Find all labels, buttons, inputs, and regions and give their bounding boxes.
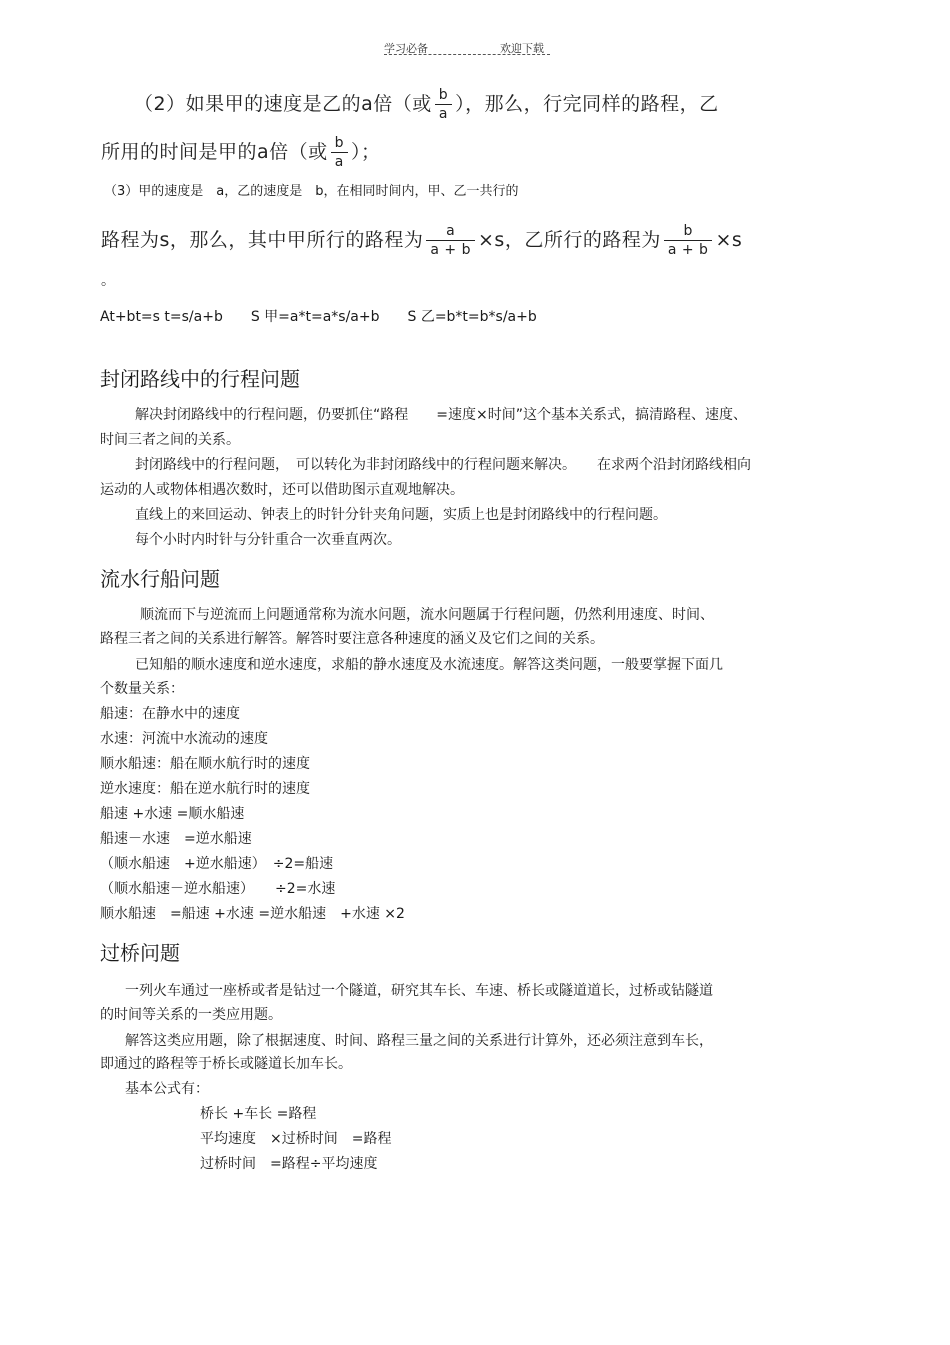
paragraph-line: 封闭路线中的行程问题， 可以转化为非封闭路线中的行程问题来解决。 在求两个沿封闭路线相向 [135,457,751,473]
definition-line: 船速：在静水中的速度 [100,706,240,722]
formula-line: 过桥时间 =路程÷平均速度 [200,1156,378,1172]
formula-line: 顺水船速 =船速 +水速 =逆水船速 +水速 ×2 [100,906,405,922]
paragraph-line: 基本公式有： [125,1081,209,1097]
section-title-closed-route: 封闭路线中的行程问题 [100,367,300,391]
line-3-cont-text-c: ×s [715,229,743,251]
formula-line: （顺水船速－逆水船速） ÷2=水速 [100,881,336,897]
paragraph-line: 个数量关系： [100,681,184,697]
line-2-cont [101,134,381,171]
definition-line: 逆水速度：船在逆水航行时的速度 [100,781,310,797]
paragraph-line: 的时间等关系的一类应用题。 [100,1007,282,1023]
line-3-cont-text-a: 路程为s，那么，其中甲所行的路程为 [101,229,424,251]
definition-line: 顺水船速：船在顺水航行时的速度 [100,756,310,772]
header-right: 欢迎下载 [500,42,544,55]
paragraph-line: 解答这类应用题，除了根据速度、时间、路程三量之间的关系进行计算外，还必须注意到车长， [125,1033,713,1049]
fraction-b-over-a-2: $\frac{b}{a}$ [331,134,348,171]
paragraph-line: 顺流而下与逆流而上问题通常称为流水问题，流水问题属于行程问题，仍然利用速度、时间、 [140,607,714,623]
formula-line: 平均速度 ×过桥时间 =路程 [200,1131,392,1147]
line-2-cont-text-b: ）； [351,141,381,163]
formula-line: 船速 +水速 =顺水船速 [100,806,245,822]
paragraph-line: 时间三者之间的关系。 [100,432,240,448]
section-title-bridge: 过桥问题 [100,941,180,965]
formula-line: At+bt=s t=s/a+b S 甲=a*t=a*s/a+b S 乙=b*t=b*s/a+b [100,309,537,325]
line-3-cont [101,222,742,259]
paragraph-line: 一列火车通过一座桥或者是钻过一个隧道，研究其车长、车速、桥长或隧道道长，过桥或钻隧道 [125,983,713,999]
section-title-boat: 流水行船问题 [100,567,220,591]
line-3: （3）甲的速度是 a，乙的速度是 b，在相同时间内，甲、乙一共行的 [104,184,519,199]
fraction-b-over-ab: $\frac{b}{a + b}$ [664,222,713,259]
header-rule [384,54,550,55]
paragraph-line: 直线上的来回运动、钟表上的时针分针夹角问题，实质上也是封闭路线中的行程问题。 [135,507,667,523]
paragraph-line: 解决封闭路线中的行程问题，仍要抓住“路程 =速度×时间”这个基本关系式，搞清路程、速度、 [135,407,747,423]
line-2-text-a: （2）如果甲的速度是乙的a倍（或 [134,93,432,115]
fraction-b-over-a: $\frac{b}{a}$ [435,86,452,123]
formula-line: 船速－水速 =逆水船速 [100,831,252,847]
line-2-text-b: ），那么，行完同样的路程，乙 [455,93,719,115]
paragraph-line: 每个小时内时针与分针重合一次垂直两次。 [135,532,401,548]
paragraph-line: 运动的人或物体相遇次数时，还可以借助图示直观地解决。 [100,482,464,498]
fraction-a-over-ab: $\frac{a}{a + b}$ [426,222,475,259]
paragraph-line: 即通过的路程等于桥长或隧道长加车长。 [100,1056,352,1072]
formula-line: （顺水船速 +逆水船速） ÷2=船速 [100,856,334,872]
header-left: 学习必备 [384,42,428,55]
line-2-cont-text-a: 所用的时间是甲的a倍（或 [101,141,328,163]
paragraph-line: 已知船的顺水速度和逆水速度，求船的静水速度及水流速度。解答这类问题，一般要掌握下面几 [135,657,723,673]
line-3-cont-text-b: ×s，乙所行的路程为 [478,229,661,251]
line-period: 。 [101,273,115,289]
formula-line: 桥长 +车长 =路程 [200,1106,317,1122]
line-2 [134,86,719,123]
definition-line: 水速：河流中水流动的速度 [100,731,268,747]
paragraph-line: 路程三者之间的关系进行解答。解答时要注意各种速度的涵义及它们之间的关系。 [100,631,604,647]
